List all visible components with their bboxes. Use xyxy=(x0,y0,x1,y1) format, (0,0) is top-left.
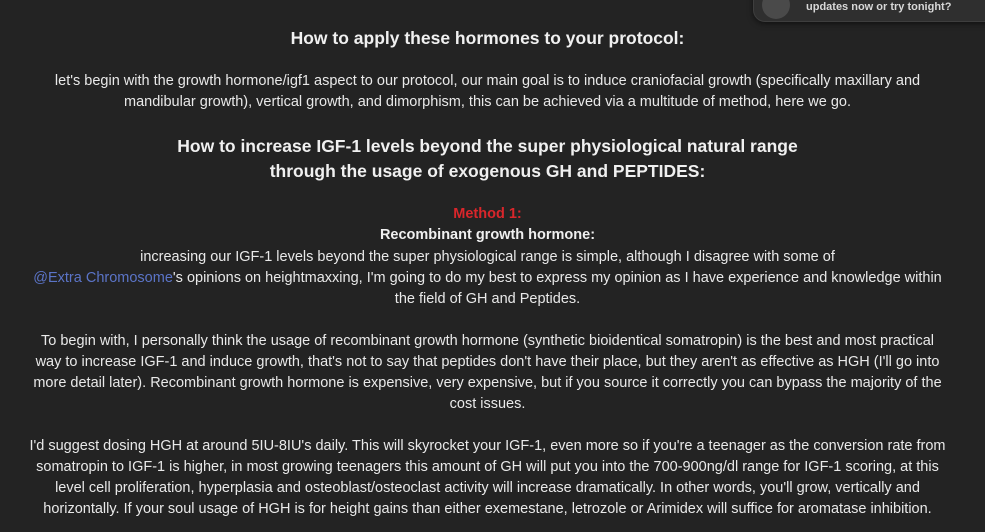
method-label: Method 1: xyxy=(453,206,522,222)
p2-line-2: way to increase IGF-1 and induce growth, that's not to say that peptides don't have their place, but they aren't as effective as HGH (I'll go into xyxy=(35,354,940,370)
section-title: How to apply these hormones to your protocol: xyxy=(290,28,685,48)
method-line-2-text: 's opinions on heightmaxxing, I'm going to do my best to express my opinion as I have experience and knowledge within xyxy=(172,270,942,286)
method-line-1: increasing our IGF-1 levels beyond the super physiological range is simple, although I disagree with some of xyxy=(140,249,835,265)
notification-toast[interactable] xyxy=(753,0,985,22)
p3-line-4: horizontally. If your soul usage of HGH is for height gains than either exemestane, letrozole or Arimidex will suffice for aromatase inhibition. xyxy=(43,501,932,517)
notification-text: updates now or try tonight? xyxy=(806,1,952,13)
user-mention-link[interactable]: @Extra Chromosome xyxy=(33,270,173,286)
subtitle-line-1: How to increase IGF-1 levels beyond the super physiological natural range xyxy=(177,136,798,156)
intro-line-1: let's begin with the growth hormone/igf1 aspect to our protocol, our main goal is to induce craniofacial growth (specifically maxillary and xyxy=(54,73,921,89)
p3-line-2: somatropin to IGF-1 is higher, in most growing teenagers this amount of GH will put you into the 700-900ng/dl range for IGF-1 scoring, at this xyxy=(36,459,939,475)
method-title: Recombinant growth hormone: xyxy=(379,227,596,243)
method-line-3: the field of GH and Peptides. xyxy=(394,291,581,307)
subtitle-line-2: through the usage of exogenous GH and PEPTIDES: xyxy=(269,161,706,181)
app-icon xyxy=(762,0,790,19)
p3-line-1: I'd suggest dosing HGH at around 5IU-8IU's daily. This will skyrocket your IGF-1, even more so if you're a teenager as the conversion rate from xyxy=(29,438,946,454)
intro-line-2: mandibular growth), vertical growth, and dimorphism, this can be achieved via a multitude of method, here we go. xyxy=(124,94,851,110)
p3-line-3: level cell proliferation, hyperplasia and osteoblast/osteoclast activity will increase dramatically. In other words, you'll grow, vertically and xyxy=(55,480,920,496)
p2-line-3: more detail later). Recombinant growth hormone is expensive, very expensive, but if you source it correctly you can bypass the majority of the xyxy=(33,375,942,391)
p2-line-1: To begin with, I personally think the usage of recombinant growth hormone (synthetic bioidentical somatropin) is the best and most practical xyxy=(40,333,935,349)
p2-line-4: cost issues. xyxy=(449,396,526,412)
method-line-2 xyxy=(0,268,975,289)
